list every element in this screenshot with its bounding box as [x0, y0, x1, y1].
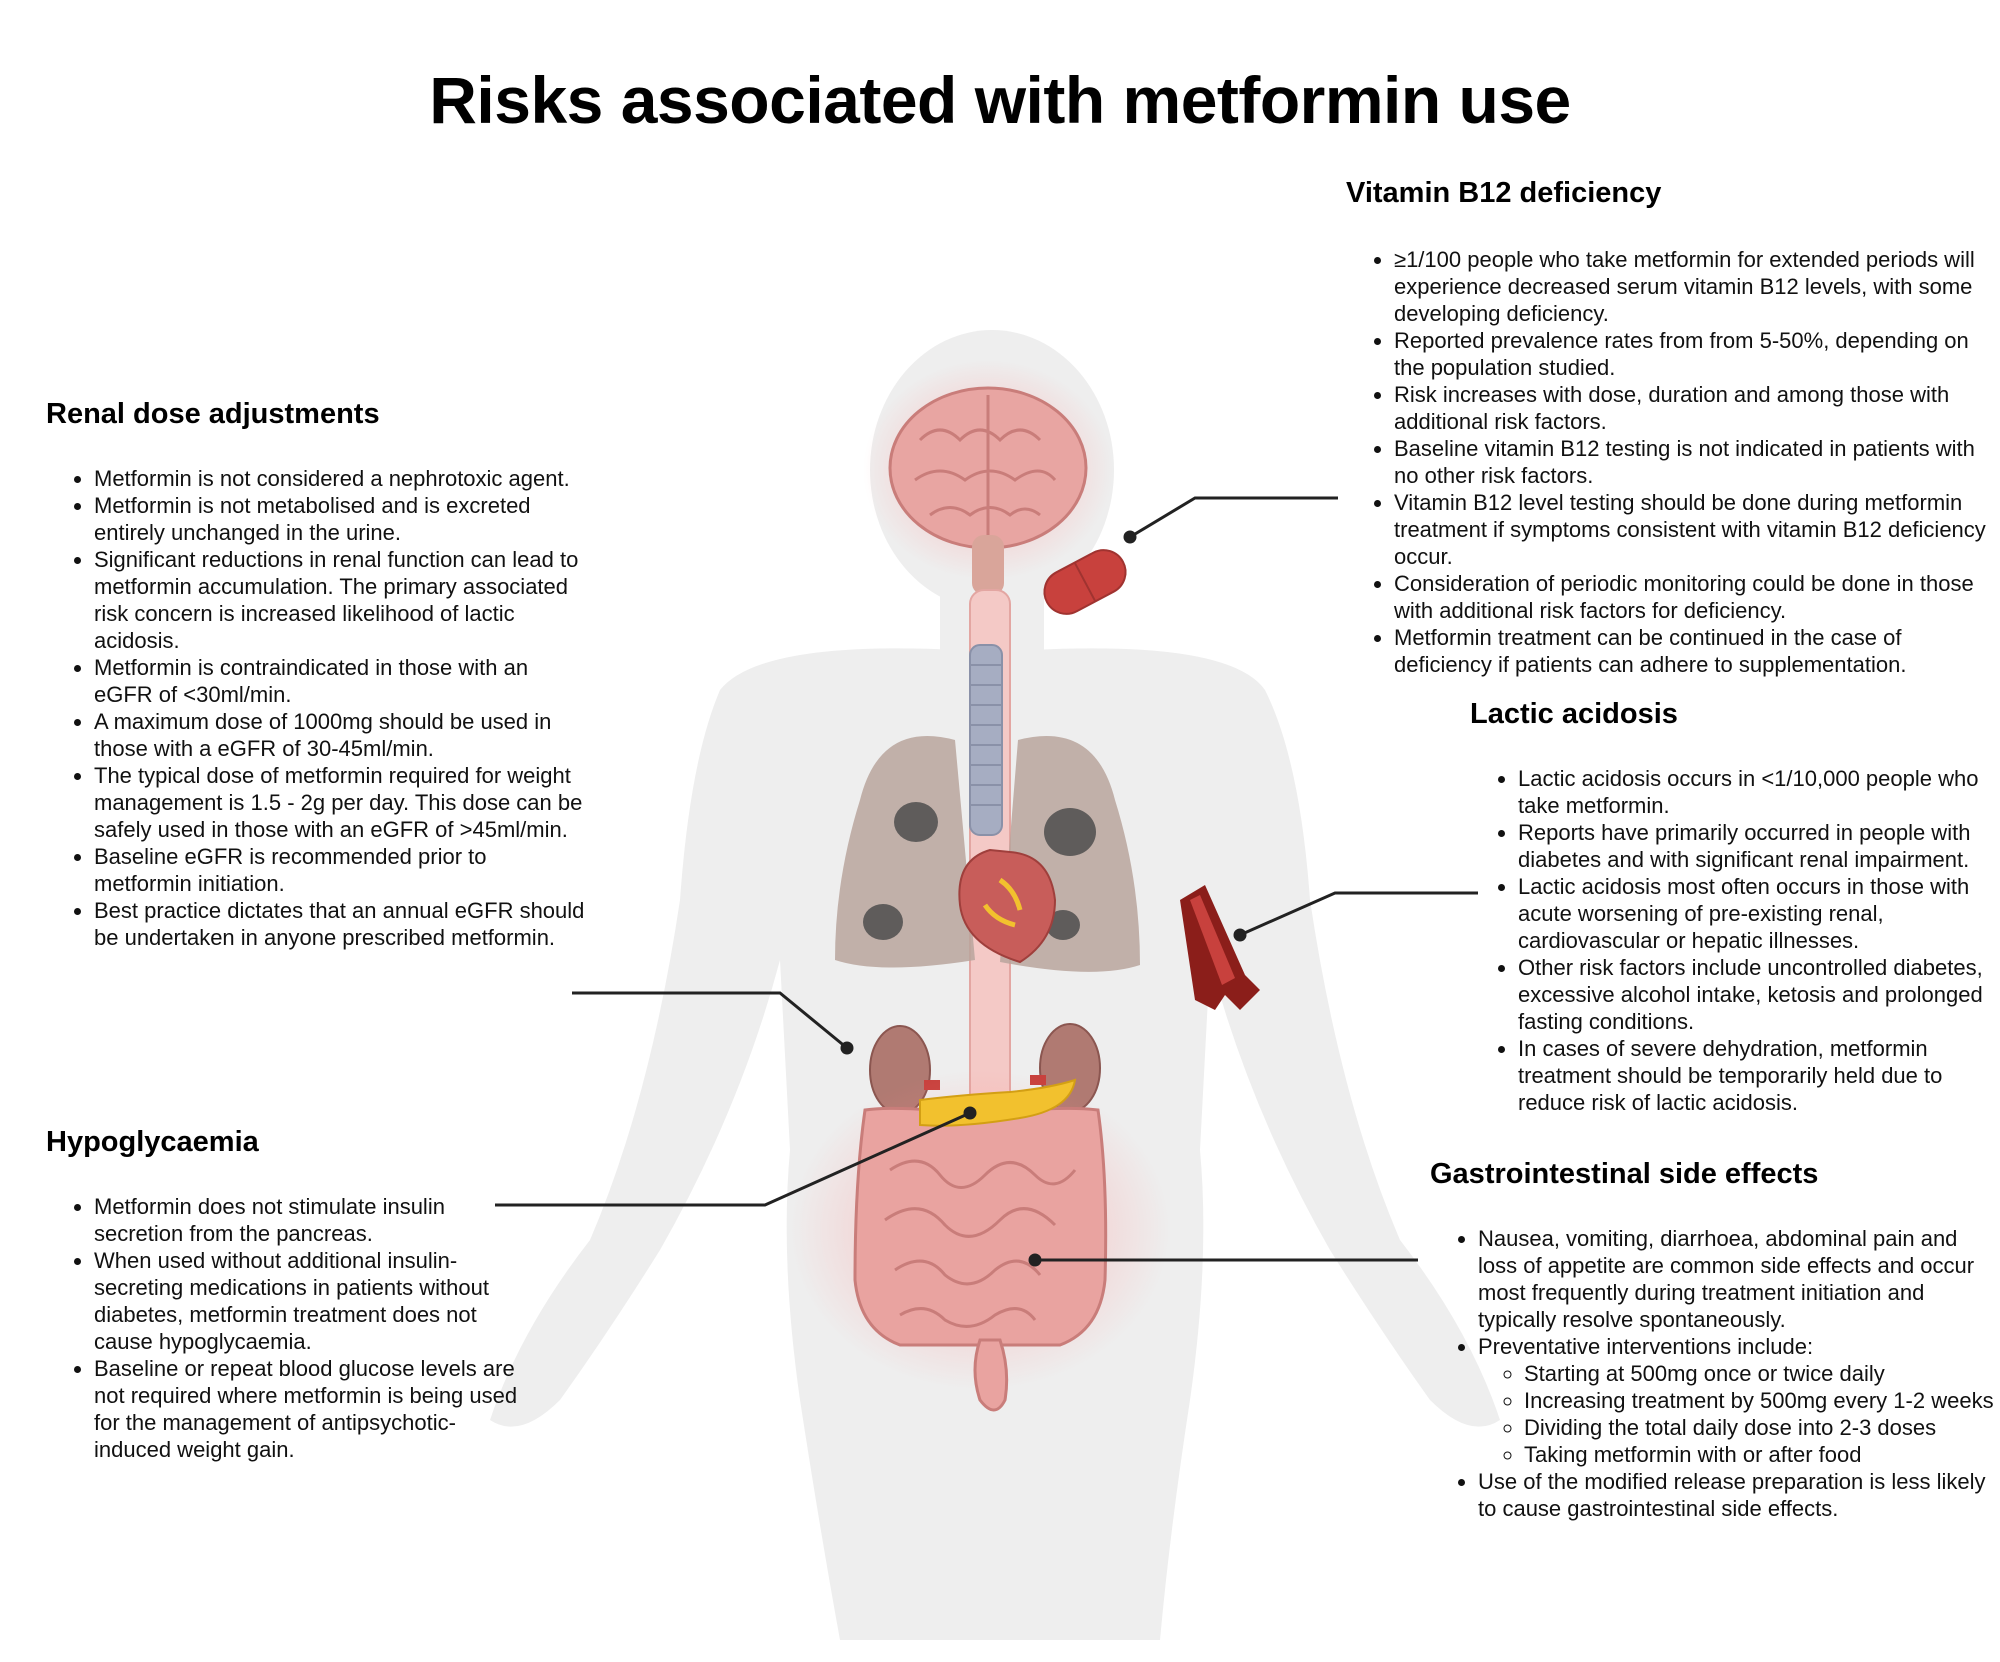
list-item: • Baseline eGFR is recommended prior to metformin initiation.: [94, 843, 586, 897]
list-item: • Baseline or repeat blood glucose levels are not required where metformin is being used for the management of antipsychotic-induced weight gain.: [94, 1355, 526, 1463]
sublist-item: ◦ Dividing the total daily dose into 2-3 doses: [1524, 1414, 2000, 1441]
gastrointestinal-heading: Gastrointestinal side effects: [1430, 1158, 1819, 1190]
list-item: • Best practice dictates that an annual eGFR should be undertaken in anyone prescribed metformin.: [94, 897, 586, 951]
leader-b12: [1130, 498, 1338, 537]
list-item: • Lactic acidosis occurs in <1/10,000 people who take metformin.: [1518, 765, 1990, 819]
trachea: [970, 645, 1002, 835]
list-item: • Reported prevalence rates from from 5-50%, depending on the population studied.: [1394, 327, 1986, 381]
list-item: • Use of the modified release preparation is less likely to cause gastrointestinal side effects.: [1478, 1468, 2000, 1522]
list-item: • Significant reductions in renal function can lead to metformin accumulation. The primary associated risk concern is increased likelihood of lactic acidosis.: [94, 546, 586, 654]
list-item: • Other risk factors include uncontrolled diabetes, excessive alcohol intake, ketosis and prolonged fasting conditions.: [1518, 954, 1990, 1035]
sublist-item: ◦ Taking metformin with or after food: [1524, 1441, 2000, 1468]
list-item: • Reports have primarily occurred in people with diabetes and with significant renal impairment.: [1518, 819, 1990, 873]
list-item: • Metformin treatment can be continued in the case of deficiency if patients can adhere to supplementation.: [1394, 624, 1986, 678]
list-item: • Baseline vitamin B12 testing is not indicated in patients with no other risk factors.: [1394, 435, 1986, 489]
vitamin-b12-list: [1346, 246, 1986, 678]
list-item: • Metformin does not stimulate insulin secretion from the pancreas.: [94, 1193, 526, 1247]
list-item: • Nausea, vomiting, diarrhoea, abdominal pain and loss of appetite are common side effects and occur most frequently during treatment initiation and typically resolve spontaneously.: [1478, 1225, 2000, 1333]
list-item: • A maximum dose of 1000mg should be used in those with a eGFR of 30-45ml/min.: [94, 708, 586, 762]
list-item-text: Preventative interventions include:: [1478, 1334, 1814, 1359]
list-item: • Lactic acidosis most often occurs in those with acute worsening of pre-existing renal, cardiovascular or hepatic illnesses.: [1518, 873, 1990, 954]
gastrointestinal-section: [1430, 1158, 2000, 1522]
sublist-item: ◦ Starting at 500mg once or twice daily: [1524, 1360, 2000, 1387]
list-item: • In cases of severe dehydration, metformin treatment should be temporarily held due to reduce risk of lactic acidosis.: [1518, 1035, 1990, 1116]
lactic-acidosis-section: [1470, 698, 1990, 1116]
list-item: [1478, 1333, 2000, 1468]
gastrointestinal-list: [1430, 1225, 2000, 1522]
list-item: • Consideration of periodic monitoring could be done in those with additional risk factors for deficiency.: [1394, 570, 1986, 624]
renal-section: [46, 398, 586, 951]
list-item: • ≥1/100 people who take metformin for extended periods will experience decreased serum vitamin B12 levels, with some developing deficiency.: [1394, 246, 1986, 327]
page-title: Risks associated with metformin use: [429, 63, 1571, 137]
list-item: • The typical dose of metformin required for weight management is 1.5 - 2g per day. This dose can be safely used in those with an eGFR of >45ml/min.: [94, 762, 586, 843]
vitamin-b12-heading: Vitamin B12 deficiency: [1346, 177, 1662, 209]
intervention-sublist: [1478, 1360, 2000, 1468]
hypoglycaemia-list: [46, 1193, 526, 1463]
list-item: • Metformin is not metabolised and is excreted entirely unchanged in the urine.: [94, 492, 586, 546]
vitamin-b12-section: [1346, 177, 1986, 678]
list-item: • Metformin is not considered a nephrotoxic agent.: [94, 465, 586, 492]
sublist-item: ◦ Increasing treatment by 500mg every 1-2 weeks: [1524, 1387, 2000, 1414]
list-item: • When used without additional insulin-secreting medications in patients without diabetes, metformin treatment does not cause hypoglycaemia.: [94, 1247, 526, 1355]
lactic-acidosis-heading: Lactic acidosis: [1470, 698, 1678, 730]
list-item: • Risk increases with dose, duration and among those with additional risk factors.: [1394, 381, 1986, 435]
lactic-acidosis-list: [1470, 765, 1990, 1116]
list-item: • Vitamin B12 level testing should be done during metformin treatment if symptoms consistent with vitamin B12 deficiency occur.: [1394, 489, 1986, 570]
list-item: • Metformin is contraindicated in those with an eGFR of <30ml/min.: [94, 654, 586, 708]
renal-heading: Renal dose adjustments: [46, 398, 380, 430]
renal-list: [46, 465, 586, 951]
hypoglycaemia-section: [46, 1126, 526, 1463]
hypoglycaemia-heading: Hypoglycaemia: [46, 1126, 259, 1158]
